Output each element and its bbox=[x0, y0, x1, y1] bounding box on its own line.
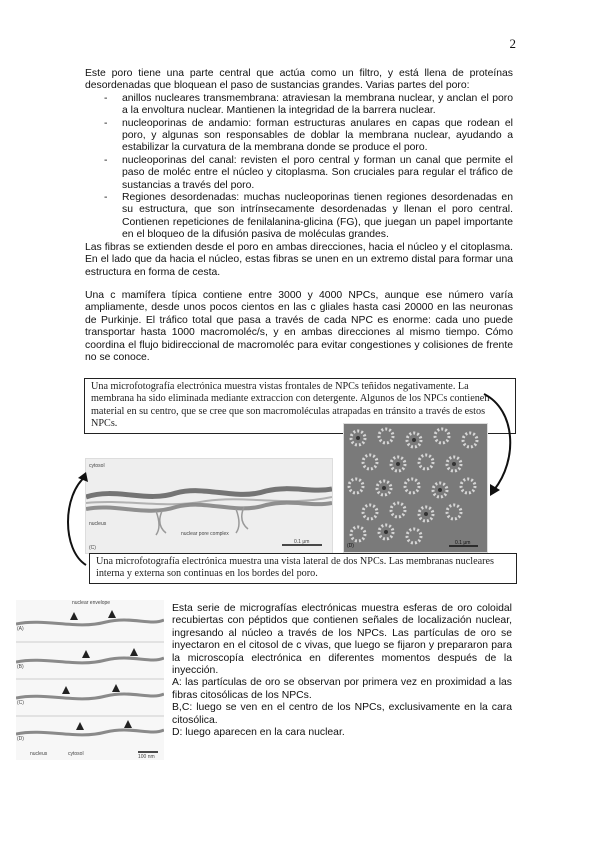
arrow-to-front-view bbox=[480, 390, 520, 500]
arrow-to-side-view bbox=[58, 470, 90, 570]
panel-label: (C) bbox=[89, 545, 96, 551]
panel-label-a: (A) bbox=[17, 626, 24, 632]
panel-label-b: (B) bbox=[17, 664, 24, 670]
label-pore-complex: nuclear pore complex bbox=[181, 531, 229, 537]
micrograph-series bbox=[16, 600, 164, 760]
intro-paragraph: Este poro tiene una parte central que actúa como un filtro, y está llena de proteínas desordenadas que bloquean el paso de sustancias grandes. Varias partes del poro: bbox=[85, 68, 513, 92]
page-number: 2 bbox=[509, 36, 516, 51]
panel-label: (D) bbox=[347, 543, 354, 549]
fibers-paragraph: Las fibras se extienden desde el poro en ambas direcciones, hacia el núcleo y el citoplasma. En el lado que da hacia el núcleo, estas fibras se unen en un extremo distal para formar una estructura en forma de cesta. bbox=[85, 241, 513, 278]
label-cytosol: cytosol bbox=[68, 751, 84, 757]
list-item: - nucleoporinas de andamio: forman estructuras anulares en capas que rodean el poro, y algunas son responsables de doblar la membrana nuclear, ayudando a estabilizar la curvatura de la membrana donde se produce el poro. bbox=[122, 118, 513, 155]
caption-front-view: Una microfotografía electrónica muestra vistas frontales de NPCs teñidos negativamente. La membrana ha sido eliminada mediante extraccion con detergente. Algunos de los NPCs contienen material en su centro, que se cree que son macromoléculas atrapadas en tránsito a través de estos NPCs. bbox=[84, 378, 516, 434]
series-paragraph: Esta serie de micrografías electrónicas muestra esferas de oro coloidal recubiertas con péptidos que contienen señales de localización nuclear, ingresando al núcleo a través de los NPCs. Las partículas de oro se inyectaron en el citosol de c vivas, que luego se fijaron y prepararon para la microscopía electrónica en diferentes momentos después de la inyección. bbox=[172, 603, 512, 677]
label-cytosol: cytosol bbox=[89, 463, 105, 469]
micrograph-front-view-image bbox=[344, 424, 487, 552]
micrograph-side-view bbox=[85, 458, 333, 554]
label-nucleus: nucleus bbox=[30, 751, 48, 757]
panel-label-c: (C) bbox=[17, 700, 24, 706]
pore-parts-list bbox=[85, 93, 513, 242]
step-item: D: luego aparecen en la cara nuclear. bbox=[172, 727, 345, 739]
npc-count-paragraph: Una c mamífera típica contiene entre 3000 y 4000 NPCs, aunque ese número varía ampliamente, desde unos pocos cientos en las c gliales hasta casi 20000 en las neuronas de Purkinje. El tráfico total que pasa a través de cada NPC es enorme: cada uno puede transportar hasta 1000 macromoléc/s, y en ambas direcciones al mismo tiempo. Cómo coordina el flujo bidireccional de macromoléc para evitar congestiones y colisiones de frente no se conoce. bbox=[85, 289, 513, 363]
step-item: A: las partículas de oro se observan por primera vez en proximidad a las fibras citosólicas de los NPCs. bbox=[172, 677, 512, 701]
micrograph-series-image bbox=[16, 600, 164, 760]
list-item: - anillos nucleares transmembrana: atraviesan la membrana nuclear, y anclan el poro a la envoltura nuclear. Mantienen la integridad de la barrera nuclear. bbox=[122, 93, 513, 118]
step-item: B,C: luego se ven en el centro de los NPCs, exclusivamente en la cara citosólica. bbox=[172, 702, 512, 726]
list-item: - Regiones desordenadas: muchas nucleoporinas tienen regiones desordenadas en su estructura, que son intrínsecamente desordenadas y llenan el poro central. Contienen repeticiones de fenilalanina-glicina (FG), que juegan un papel importante en el bloqueo de la difusión pasiva de moléculas grandes. bbox=[122, 192, 513, 242]
scale-bar-label: 100 nm bbox=[138, 754, 155, 760]
series-description bbox=[172, 603, 512, 739]
main-text bbox=[85, 68, 513, 364]
micrograph-front-view bbox=[343, 423, 488, 553]
list-item: - nucleoporinas del canal: revisten el poro central y forman un canal que permite el paso de moléc entre el núcleo y citoplasma. Son cruciales para regular el tráfico de sustancias a través del poro. bbox=[122, 155, 513, 192]
label-nucleus: nucleus bbox=[89, 521, 107, 527]
scale-bar-label: 0.1 μm bbox=[455, 540, 471, 546]
label-nuclear-envelope: nuclear envelope bbox=[72, 600, 111, 606]
panel-label-d: (D) bbox=[17, 736, 24, 742]
caption-side-view: Una microfotografía electrónica muestra una vista lateral de dos NPCs. Las membranas nucleares interna y externa son continuas en los bordes del poro. bbox=[89, 553, 517, 584]
scale-bar-label: 0.1 μm bbox=[294, 539, 310, 545]
